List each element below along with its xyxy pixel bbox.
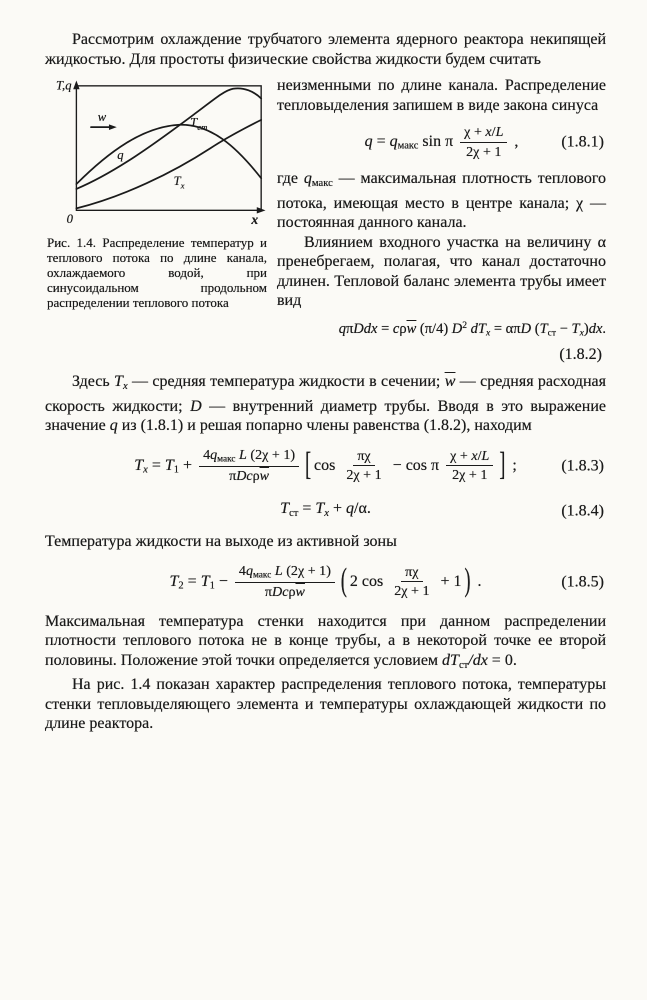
equation-1-8-2-body: $q\pi Ddx = c\rho\overline{w}$ (π/4) $D^2$ dTx = απD $(T_{ст} - Tx)dx$. (338, 319, 606, 339)
origin-label: 0 (66, 211, 73, 226)
equation-1-8-4 (45, 496, 606, 526)
y-axis-label: T,q (55, 78, 72, 93)
flow-arrow-head-icon (109, 124, 117, 130)
paragraph-figure-reference: На рис. 1.4 показан характер распределения теплового потока, температуры стенки тепловыделяющего элемента и температуры охлаждающей жидкости по длине реактора. (45, 676, 606, 733)
equation-1-8-3-body: $Tx = T_1$ + $\frac{4q_{макс} L (2\chi + 1)}{\pi Dc\rho\overline{w}}$ [ cos $\frac{\pi\chi}{2\chi + 1}$ − cos π $\frac{\chi + x/L}{2\chi + 1}$ ] ; (134, 444, 517, 485)
equation-1-8-1 (277, 115, 606, 169)
y-axis-arrow-icon (73, 80, 79, 89)
figure-block (45, 76, 267, 310)
equation-1-8-3-number: (1.8.3) (561, 456, 604, 474)
intro-paragraph: Рассмотрим охлаждение трубчатого элемента ядерного реактора некипящей жидкостью. Для простоты физические свойства жидкости будем считать (45, 31, 606, 68)
right-column (277, 76, 606, 366)
equation-1-8-1-number: (1.8.1) (561, 133, 604, 151)
curve-fluid-label-main: T (173, 174, 181, 189)
curve-wall-label (190, 116, 207, 132)
curve-fluid-label-sub: x (180, 180, 185, 191)
curve-fluid-label (174, 174, 185, 190)
paragraph-outlet-temperature: Температура жидкости на выходе из активной зоны (45, 533, 397, 551)
equation-1-8-5 (45, 552, 606, 612)
equation-1-8-5-body: $T_2 = T_1$ − $\frac{4q_{макс} L (2\chi + 1)}{\pi Dc\rho\overline{w}}$ ( 2 cos $\frac{\pi\chi}{2\chi + 1}$ + 1 ) . (169, 561, 482, 601)
equation-1-8-2-number: (1.8.2) (559, 345, 602, 363)
page-content (45, 30, 606, 734)
figure-text-columns (45, 76, 606, 366)
paragraph-qmax-definition: где $q_{макс}$ — максимальная плотность теплового потока, имеющая место в центре канала; χ — постоянная данного канала. (277, 170, 606, 232)
equation-1-8-4-body: $T_{ст} = Tx + q/\alpha$. (280, 499, 371, 519)
curve-wall-label-main: T (190, 115, 198, 130)
curve-q-label: q (117, 147, 124, 162)
x-axis-label: x (251, 211, 259, 226)
paragraph-heat-balance: Влиянием входного участка на величину α пренебрегаем, полагая, что канал достаточно длинен. Тепловой баланс элемента трубы имеет вид (277, 233, 606, 310)
equation-1-8-3 (45, 436, 606, 496)
figure-1-4-plot (55, 76, 267, 226)
equation-1-8-4-number: (1.8.4) (561, 502, 604, 520)
equation-1-8-2 (277, 311, 606, 366)
flow-velocity-label: w (97, 109, 107, 124)
paragraph-sine-law: неизменными по длине канала. Распределение тепловыделения запишем в виде закона синуса (277, 77, 606, 114)
paragraph-definitions: Здесь Tx — средняя температура жидкости в сечении; $\overline{w}$ — средняя расходная скорость жидкости; D — внутренний диаметр трубы. Вводя в это выражение значение q из (1.8.1) и решая попарно члены равенства (1.8.2), находим (45, 373, 607, 435)
figure-caption: Рис. 1.4. Распределение температур и теплового потока по длине канала, охлаждаемого водой, при синусоидальном продольном распределении теплового потока (47, 235, 267, 310)
equation-1-8-1-body: $q = q_{макс}$ sin π $\frac{\chi + x/L}{2\chi + 1}$ , (364, 124, 519, 160)
curve-wall-temperature (76, 88, 261, 189)
paragraph-max-wall-temperature: Максимальная температура стенки находится при данном распределении плотности теплового потока не в конце трубы, а в некоторой точке ее второй половины. Положение этой точки определяется условием $dT_{ст}/dx = 0$. (45, 612, 606, 671)
equation-1-8-5-number: (1.8.5) (561, 573, 604, 591)
curve-wall-label-sub: ст (197, 122, 208, 133)
